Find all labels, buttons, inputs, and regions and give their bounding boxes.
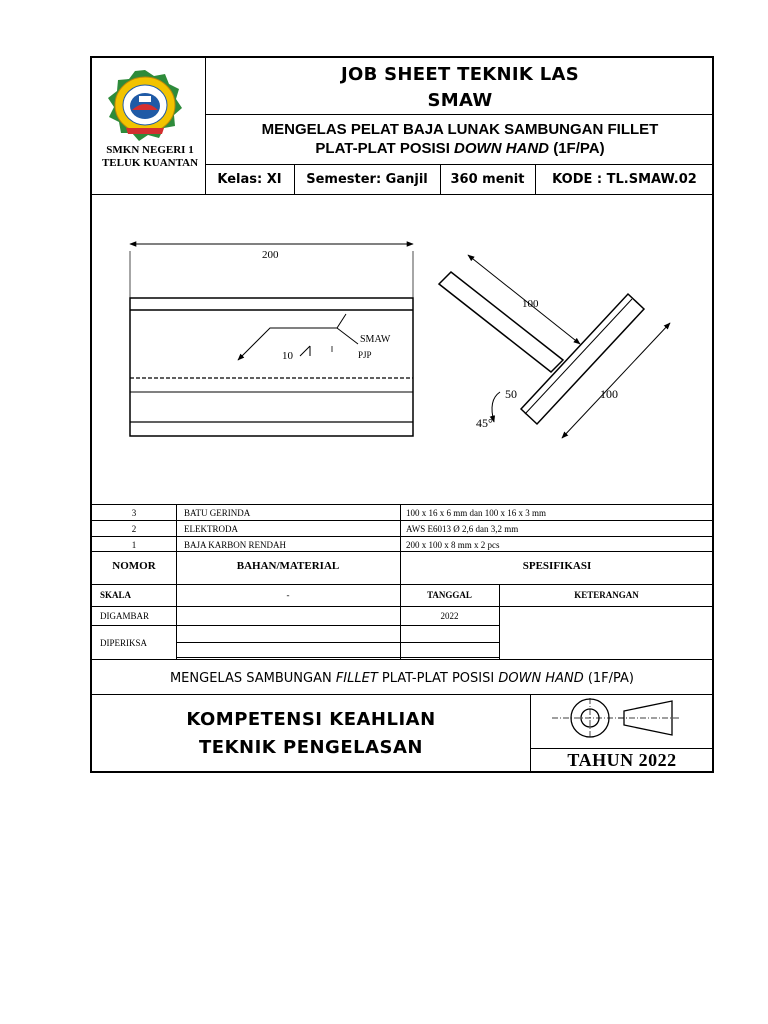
duration-field: 360 menit [450, 172, 525, 187]
subtitle-line2-italic: DOWN HAND [454, 140, 550, 157]
subtitle-line2-a: PLAT-PLAT POSISI [315, 140, 455, 157]
header-line [205, 164, 714, 165]
material-name: ELEKTRODA [184, 524, 238, 534]
footer-title-a: MENGELAS SAMBUNGAN [169, 671, 336, 686]
digambar-label: DIGAMBAR [100, 611, 150, 621]
title-line1: JOB SHEET TEKNIK LAS [340, 64, 579, 85]
code-field: KODE : TL.SMAW.02 [552, 172, 697, 187]
table-line [92, 659, 714, 660]
table-line [92, 520, 714, 521]
material-name: BATU GERINDA [184, 508, 251, 518]
diperiksa-label: DIPERIKSA [100, 638, 148, 648]
material-spec: 100 x 16 x 6 mm dan 100 x 16 x 3 mm [406, 508, 546, 518]
header-bahan: BAHAN/MATERIAL [236, 560, 340, 572]
dim-gap-label: 50 [505, 387, 517, 401]
table-line [92, 536, 714, 537]
material-no: 3 [131, 508, 137, 518]
table-line [92, 606, 714, 607]
digambar-date: 2022 [440, 611, 459, 621]
kompetensi-block [92, 706, 530, 762]
footer-title-italic2: DOWN HAND [498, 671, 584, 686]
base-plate [521, 294, 644, 424]
material-no: 2 [131, 524, 137, 534]
projection-symbol-icon [532, 696, 712, 746]
table-vline [176, 504, 177, 659]
job-sheet [90, 56, 714, 773]
table-vline [400, 504, 401, 584]
semester-field: Semester: Ganjil [306, 172, 428, 187]
school-name-line2: TELUK KUANTAN [101, 157, 199, 169]
web-plate [439, 272, 563, 372]
table-line [92, 694, 714, 695]
kompetensi-line1: KOMPETENSI KEAHLIAN [186, 709, 436, 730]
subtitle-line1: MENGELAS PELAT BAJA LUNAK SAMBUNGAN FILLET [261, 121, 659, 138]
skala-label: SKALA [100, 590, 132, 600]
table-line [92, 584, 714, 585]
table-line [92, 504, 714, 505]
subtitle-line2 [206, 139, 714, 158]
header-nomor: NOMOR [112, 560, 156, 572]
header-line [92, 194, 714, 195]
header-spesifikasi: SPESIFIKASI [522, 560, 592, 572]
school-name [94, 144, 206, 170]
footer-title-c: (1F/PA) [583, 671, 635, 686]
kelas-field: Kelas: XI [217, 172, 282, 187]
tahun-label: TAHUN 2022 [567, 750, 677, 770]
footer-title [92, 664, 712, 694]
keterangan-label: KETERANGAN [574, 590, 639, 600]
material-spec: 200 x 100 x 8 mm x 2 pcs [406, 540, 500, 550]
skala-value: - [286, 590, 290, 600]
school-logo [104, 68, 186, 144]
subtitle-line2-b: (1F/PA) [549, 140, 605, 157]
material-name: BAJA KARBON RENDAH [184, 540, 287, 550]
side-view [439, 255, 670, 438]
job-sheet-title [206, 62, 714, 114]
plate-outline [130, 298, 413, 436]
dim-web-label: 100 [522, 298, 539, 310]
title-line2: SMAW [427, 90, 493, 111]
technical-drawing [92, 196, 714, 504]
kompetensi-line2: TEKNIK PENGELASAN [199, 737, 423, 758]
footer-title-italic1: FILLET [335, 671, 378, 686]
angle-label: 45° [476, 416, 493, 430]
footer-title-b: PLAT-PLAT POSISI [377, 671, 499, 686]
header-line [205, 114, 714, 115]
weld-size-label: 10 [282, 350, 293, 362]
fillet-symbol [300, 346, 310, 356]
school-name-line1: SMKN NEGERI 1 [106, 144, 194, 156]
job-subtitle [206, 120, 714, 158]
table-line [176, 657, 499, 658]
material-spec: AWS E6013 Ø 2,6 dan 3,2 mm [406, 524, 519, 534]
table-line [176, 642, 499, 643]
angle-arc [492, 392, 500, 422]
dim-length-label: 200 [262, 249, 279, 261]
table-line [92, 625, 499, 626]
tanggal-label: TANGGAL [427, 590, 472, 600]
dim-base-label: 100 [600, 387, 618, 401]
weld-process-label: SMAW [360, 334, 391, 345]
weld-note-label: PJP [358, 350, 372, 360]
material-no: 1 [131, 540, 137, 550]
